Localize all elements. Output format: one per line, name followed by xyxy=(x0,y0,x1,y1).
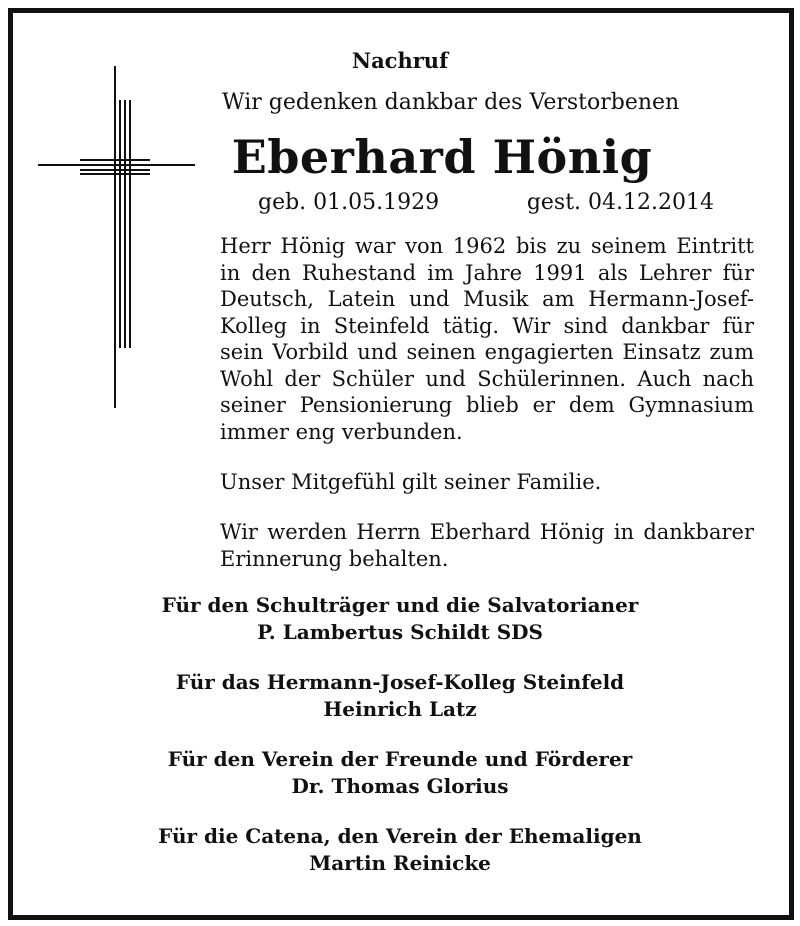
condolence-paragraph: Unser Mitgefühl gilt seiner Familie. xyxy=(220,470,602,494)
signature-block xyxy=(0,669,800,723)
deceased-name: Eberhard Hönig xyxy=(231,130,653,184)
signature-person: Dr. Thomas Glorius xyxy=(291,774,509,798)
signature-organization: Für die Catena, den Verein der Ehemaligen xyxy=(158,824,642,848)
signature-person: Martin Reinicke xyxy=(309,851,491,875)
birth-date: geb. 01.05.1929 xyxy=(258,190,440,215)
intro-line: Wir gedenken dankbar des Verstorbenen xyxy=(222,90,680,115)
signature-person: P. Lambertus Schildt SDS xyxy=(257,620,543,644)
death-date: gest. 04.12.2014 xyxy=(526,190,714,215)
signature-organization: Für den Verein der Freunde und Förderer xyxy=(167,747,633,771)
signature-block xyxy=(0,746,800,800)
remembrance-paragraph: Wir werden Herrn Eberhard Hönig in dankbarer Erinnerung behalten. xyxy=(220,520,754,571)
tribute-paragraph: Herr Hönig war von 1962 bis zu seinem Eintritt in den Ruhestand im Jahre 1991 als Lehrer für Deutsch, Latein und Musik am Hermann-Josef-Kolleg in Steinfeld tätig. Wir sind dankbar für sein Vorbild und seinen engagierten Einsatz zum Wohl der Schüler und Schülerinnen. Auch nach seiner Pensionierung blieb er dem Gymnasium immer eng verbunden. xyxy=(220,234,754,444)
page-title: Nachruf xyxy=(351,48,449,73)
cross-icon xyxy=(38,66,198,408)
signature-block xyxy=(0,592,800,646)
signature-person: Heinrich Latz xyxy=(323,697,477,721)
signature-block xyxy=(0,823,800,877)
signature-organization: Für das Hermann-Josef-Kolleg Steinfeld xyxy=(175,670,625,694)
signature-organization: Für den Schulträger und die Salvatorianer xyxy=(161,593,639,617)
